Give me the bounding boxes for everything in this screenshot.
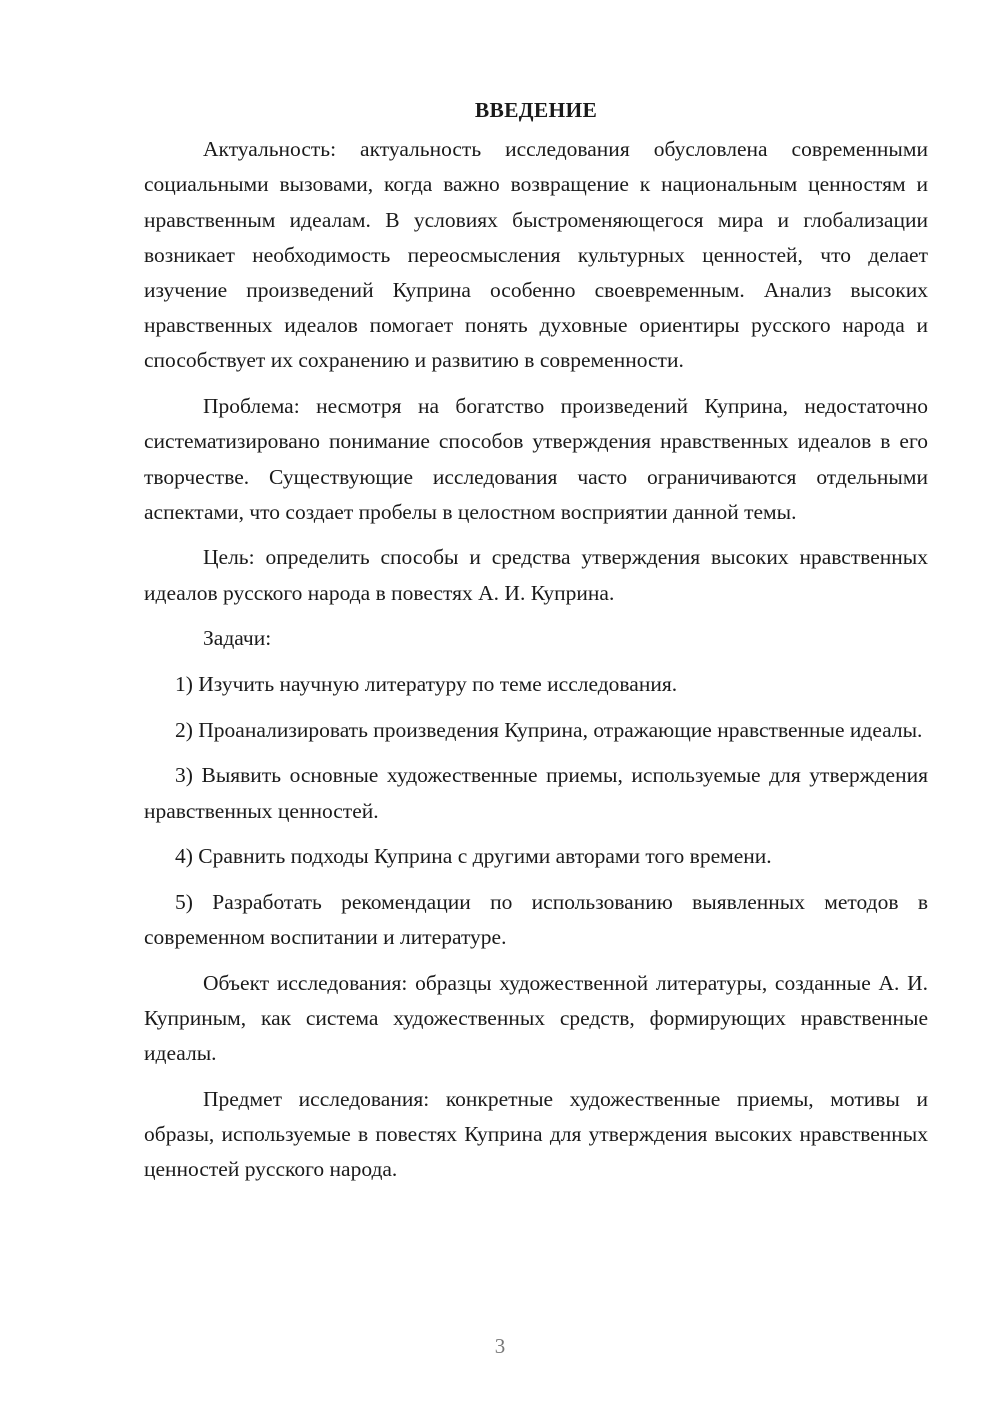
paragraph-goal: Цель: определить способы и средства утверждения высоких нравственных идеалов русского народа в повестях А. И. Куприна. <box>144 545 928 605</box>
page-number: 3 <box>494 1334 506 1358</box>
task-item-1: 1) Изучить научную литературу по теме исследования. <box>175 672 678 697</box>
task-item-5: 5) Разработать рекомендации по использованию выявленных методов в современном воспитании и литературе. <box>144 890 928 950</box>
paragraph-object: Объект исследования: образцы художественной литературы, созданные А. И. Куприным, как система художественных средств, формирующих нравственные идеалы. <box>144 970 928 1066</box>
page-content <box>144 93 928 1198</box>
task-item-4: 4) Сравнить подходы Куприна с другими авторами того времени. <box>175 844 772 869</box>
paragraph-relevance: Актуальность: актуальность исследования обусловлена современными социальными вызовами, когда важно возвращение к национальным ценностям и нравственным идеалам. В условиях быстроменяющегося мира и глобализации возникает необходимость переосмысления культурных ценностей, что делает изучение произведений Куприна особенно своевременным. Анализ высоких нравственных идеалов помогает понять духовные ориентиры русского народа и способствует их сохранению и развитию в современности. <box>144 137 928 373</box>
section-title: ВВЕДЕНИЕ <box>474 98 598 122</box>
paragraph-tasks-heading: Задачи: <box>203 626 272 651</box>
paragraph-problem: Проблема: несмотря на богатство произведений Куприна, недостаточно систематизировано понимание способов утверждения нравственных идеалов в его творчестве. Существующие исследования часто ограничиваются отдельными аспектами, что создает пробелы в целостном восприятии данной темы. <box>144 394 928 524</box>
task-item-2: 2) Проанализировать произведения Куприна, отражающие нравственные идеалы. <box>175 717 923 742</box>
paragraph-subject: Предмет исследования: конкретные художественные приемы, мотивы и образы, используемые в повестях Куприна для утверждения высоких нравственных ценностей русского народа. <box>144 1087 928 1182</box>
task-item-3: 3) Выявить основные художественные приемы, используемые для утверждения нравственных ценностей. <box>144 763 928 823</box>
